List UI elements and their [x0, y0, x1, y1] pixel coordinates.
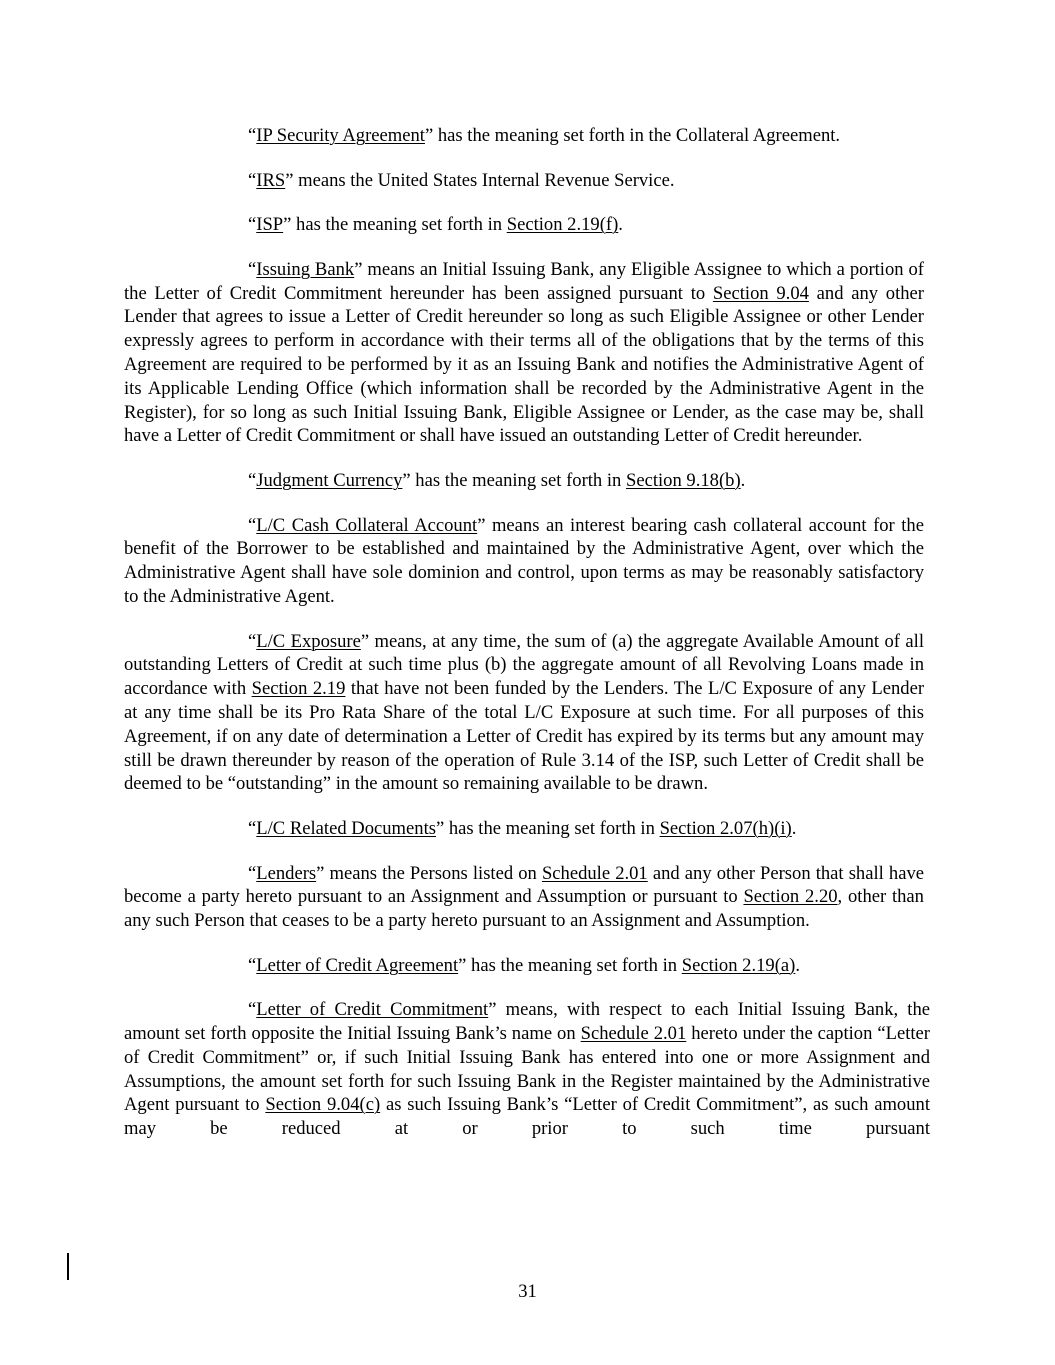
section-reference: Section 2.07(h)(i): [659, 817, 792, 839]
open-quote: “: [248, 862, 257, 884]
definition-text: ” has the meaning set forth in: [402, 469, 626, 491]
defined-term: L/C Cash Collateral Account: [256, 514, 478, 536]
definition-end: .: [618, 214, 623, 236]
definition-text: ” means an interest bearing cash collateral account for the benefit of the Borrower to be established and maintained by the Administrative Agent, over which the Administrative Agent shall have sole dominion and control, upon terms as may be reasonably satisfactory to the Administrative Agent.: [124, 514, 924, 607]
definition-ip-security-agreement: [124, 124, 924, 148]
revision-change-bar: [67, 1253, 69, 1280]
section-reference: Section 2.19(f): [506, 214, 619, 236]
section-reference: Section 2.19: [251, 678, 346, 700]
page-number: 31: [518, 1281, 537, 1302]
open-quote: “: [248, 999, 257, 1021]
schedule-reference: Schedule 2.01: [541, 862, 648, 884]
definition-text: ” has the meaning set forth in: [283, 214, 507, 236]
defined-term: IP Security Agreement: [256, 125, 425, 146]
definition-text: hereto under the caption “Letter of Credit Commitment” or, if such Initial Issuing Bank has entered into one or more Assignment and Assumptions, the amount set forth for such Issuing Bank in the Register maintained by the Administrative Agent pursuant to: [124, 1023, 930, 1116]
section-reference: Section 9.04: [712, 282, 809, 304]
definition-end: .: [740, 469, 746, 491]
definition-isp: [124, 213, 924, 237]
defined-term: L/C Exposure: [256, 630, 361, 652]
definition-lc-exposure: [124, 630, 924, 797]
definition-letter-of-credit-commitment: [124, 998, 930, 1141]
definition-issuing-bank: [124, 258, 924, 448]
open-quote: “: [248, 630, 257, 652]
open-quote: “: [248, 817, 257, 839]
section-reference: Section 9.04(c): [265, 1094, 381, 1116]
definition-text: ” has the meaning set forth in the Collateral Agreement.: [424, 125, 841, 146]
open-quote: “: [248, 469, 257, 491]
defined-term: Judgment Currency: [256, 469, 403, 491]
defined-term: Letter of Credit Agreement: [256, 954, 459, 976]
defined-term: Issuing Bank: [256, 258, 355, 280]
document-body: [124, 124, 931, 1162]
open-quote: “: [248, 258, 257, 280]
open-quote: “: [248, 169, 257, 191]
definition-text: ” has the meaning set forth in: [435, 817, 660, 839]
section-reference: Section 2.20: [743, 886, 838, 908]
defined-term: IRS: [256, 169, 286, 191]
open-quote: “: [248, 954, 257, 976]
section-reference: Section 2.19(a): [681, 954, 796, 976]
definition-text: ” means an Initial Issuing Bank, any Eligible Assignee to which a portion of the Letter of Credit Commitment hereunder has been assigned pursuant to: [124, 258, 924, 304]
defined-term: ISP: [256, 214, 284, 236]
definition-letter-of-credit-agreement: [124, 954, 924, 978]
definition-text: ” has the meaning set forth in: [458, 954, 682, 976]
definition-text: , other than any such Person that ceases to be a party hereto pursuant to an Assignment and Assumption.: [124, 886, 924, 932]
definition-end: .: [795, 954, 800, 976]
open-quote: “: [248, 125, 257, 146]
open-quote: “: [248, 214, 257, 236]
defined-term: L/C Related Documents: [256, 817, 436, 839]
definition-text: and any other Person that shall have become a party hereto pursuant to an Assignment and Assumption or pursuant to: [124, 862, 925, 908]
definition-text: as such Issuing Bank’s “Letter of Credit Commitment”, as such amount may be reduced at or prior to such time pursuant: [124, 1094, 930, 1140]
section-reference: Section 9.18(b): [626, 469, 741, 491]
definition-text: ” means, at any time, the sum of (a) the aggregate Available Amount of all outstanding Letters of Credit at such time plus (b) the aggregate amount of all Revolving Loans made in accordance with: [124, 630, 924, 700]
definition-text: ” means the United States Internal Revenue Service.: [285, 169, 675, 191]
schedule-reference: Schedule 2.01: [580, 1023, 687, 1045]
definition-lc-related-documents: [124, 817, 924, 841]
defined-term: Lenders: [256, 862, 317, 884]
definition-irs: [124, 169, 924, 193]
open-quote: “: [248, 514, 257, 536]
definition-text: ” means, with respect to each Initial Issuing Bank, the amount set forth opposite the Initial Issuing Bank’s name on: [124, 999, 931, 1045]
definition-judgment-currency: [124, 469, 924, 493]
definition-text: ” means the Persons listed on: [316, 862, 542, 884]
definition-lenders: [124, 862, 924, 933]
definition-end: .: [791, 817, 797, 839]
definition-text: that have not been funded by the Lenders. The L/C Exposure of any Lender at any time shall be its Pro Rata Share of the total L/C Exposure at such time. For all purposes of this Agreement, if on any date of determination a Letter of Credit has expired by its terms but any amount may still be drawn thereunder by reason of the operation of Rule 3.14 of the ISP, such Letter of Credit shall be deemed to be “outstanding” in the amount so remaining available to be drawn.: [124, 678, 925, 795]
defined-term: Letter of Credit Commitment: [256, 999, 489, 1021]
definition-lc-cash-collateral-account: [124, 514, 924, 609]
definition-text: and any other Lender that agrees to issue a Letter of Credit hereunder so long as such Eligible Assignee or other Lender expressly agrees to perform in accordance with their terms all of the obligations that by the terms of this Agreement are required to be performed by it as an Issuing Bank and notifies the Administrative Agent of its Applicable Lending Office (which information shall be recorded by the Administrative Agent in the Register), for so long as such Initial Issuing Bank, Eligible Assignee or Lender, as the case may be, shall have a Letter of Credit Commitment or shall have issued an outstanding Letter of Credit hereunder.: [124, 282, 924, 447]
